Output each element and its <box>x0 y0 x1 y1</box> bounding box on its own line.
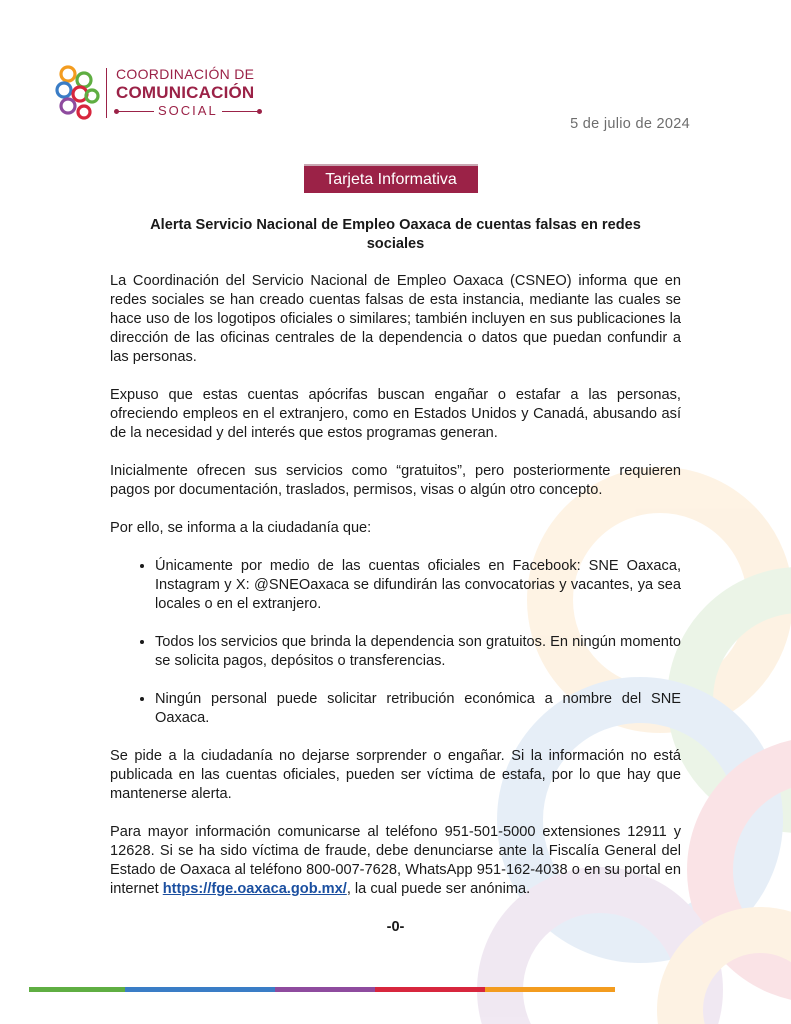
headline: Alerta Servicio Nacional de Empleo Oaxaca de cuentas falsas en redes sociales <box>150 217 641 252</box>
bullet-item: • Ningún personal puede solicitar retribución económica a nombre del SNE Oaxaca. <box>155 690 681 728</box>
fiscalia-link[interactable]: https://fge.oaxaca.gob.mx/ <box>162 881 347 897</box>
logo-line-3-text: SOCIAL <box>158 103 218 118</box>
bullet-list <box>110 557 681 728</box>
footer-segment <box>29 987 125 992</box>
document-date: 5 de julio de 2024 <box>570 116 690 132</box>
logo-rule-right <box>222 111 260 112</box>
footer-color-bar <box>29 987 615 992</box>
footer-segment <box>375 987 485 992</box>
paragraph: La Coordinación del Servicio Nacional de Empleo Oaxaca (CSNEO) informa que en redes sociales se han creado cuentas falsas de esta instancia, mediante las cuales se hace uso de los logotipos oficiales o similares; también incluyen en sus publicaciones la dirección de las oficinas centrales de la dependencia o datos que puedan confundir a las personas. <box>110 273 681 365</box>
footer-segment <box>125 987 275 992</box>
document-body <box>110 216 681 937</box>
contact-paragraph <box>110 823 681 899</box>
logo-rule-left <box>116 111 154 112</box>
paragraph: Por ello, se informa a la ciudadanía que: <box>110 520 372 536</box>
logo-divider <box>106 68 107 118</box>
paragraph: Se pide a la ciudadanía no dejarse sorprender o engañar. Si la información no está publicada en las cuentas oficiales, pueden ser víctima de estafa, por lo que hay que mantenerse alerta. <box>110 748 681 802</box>
logo-wordmark <box>116 66 276 119</box>
oaxaca-knot-logo-icon <box>54 62 102 122</box>
footer-segment <box>485 987 615 992</box>
logo-line-3 <box>116 103 276 119</box>
paragraph: Inicialmente ofrecen sus servicios como “gratuitos”, pero posteriormente requieren pagos por documentación, traslados, permisos, visas o algún otro concepto. <box>110 463 681 498</box>
document-type-badge: Tarjeta Informativa <box>304 164 478 193</box>
contact-text-end: , la cual puede ser anónima. <box>346 881 531 897</box>
footer-segment <box>275 987 375 992</box>
logo-line-2: COMUNICACIÓN <box>116 83 255 102</box>
paragraph: Expuso que estas cuentas apócrifas buscan engañar o estafar a las personas, ofreciendo empleos en el extranjero, como en Estados Unidos y Canadá, abusando así de la necesidad y del interés que estos programas generan. <box>110 387 681 441</box>
bullet-item: • Todos los servicios que brinda la dependencia son gratuitos. En ningún momento se solicita pagos, depósitos o transferencias. <box>155 633 681 671</box>
closing-mark: -0- <box>386 919 405 935</box>
bullet-item: • Únicamente por medio de las cuentas oficiales en Facebook: SNE Oaxaca, Instagram y X: @SNEOaxaca se difundirán las convocatorias y vacantes, ya sea locales o en el extranjero. <box>155 557 681 614</box>
logo-line-1: COORDINACIÓN DE <box>116 66 255 82</box>
contact-text: Para mayor información comunicarse al teléfono 951-501-5000 extensiones 12911 y 12628. Si se ha sido víctima de fraude, debe denunciarse ante la Fiscalía General del Estado de Oaxaca al teléfono 800-007-7628, WhatsApp 951-162-4038 o en su portal en internet <box>110 824 681 897</box>
